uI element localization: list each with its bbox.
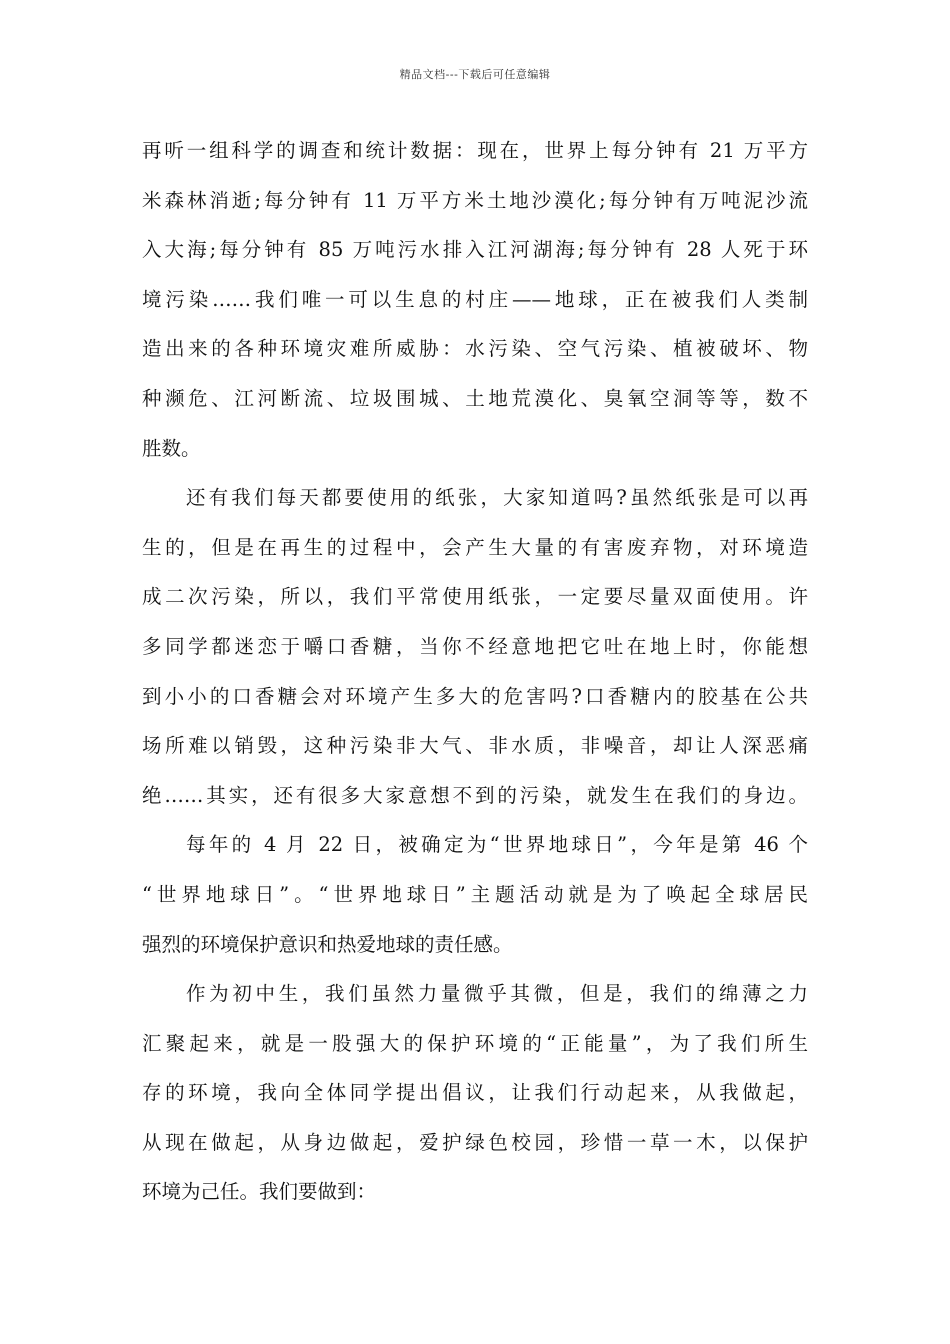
- text-line: 种濒危、江河断流、垃圾围城、土地荒漠化、臭氧空洞等等，数不: [142, 386, 808, 410]
- text-line: 成二次污染，所以，我们平常使用纸张，一定要尽量双面使用。许: [142, 585, 808, 609]
- text-line: 入大海;每分钟有 85 万吨污水排入江河湖海;每分钟有 28 人死于环: [142, 238, 808, 262]
- text-line: 生的，但是在再生的过程中，会产生大量的有害废弃物，对环境造: [142, 535, 808, 559]
- document-body: [142, 126, 808, 1217]
- text-line: 造出来的各种环境灾难所威胁：水污染、空气污染、植被破坏、物: [142, 337, 808, 361]
- text-line: 绝……其实，还有很多大家意想不到的污染，就发生在我们的身边。: [142, 783, 808, 807]
- text-line: 胜数。: [142, 436, 201, 460]
- text-line: 强烈的环境保护意识和热爱地球的责任感。: [142, 932, 513, 956]
- text-line: 多同学都迷恋于嚼口香糖，当你不经意地把它吐在地上时，你能想: [142, 634, 808, 658]
- text-line: 米森林消逝;每分钟有 11 万平方米土地沙漠化;每分钟有万吨泥沙流: [142, 188, 808, 212]
- text-line: 汇聚起来，就是一股强大的保护环境的“正能量”，为了我们所生: [142, 1031, 808, 1055]
- text-line: 境污染……我们唯一可以生息的村庄——地球，正在被我们人类制: [142, 287, 808, 311]
- text-line: 场所难以销毁，这种污染非大气、非水质，非噪音，却让人深恶痛: [142, 734, 808, 758]
- text-line: 到小小的口香糖会对环境产生多大的危害吗?口香糖内的胶基在公共: [142, 684, 808, 708]
- text-line: 作为初中生，我们虽然力量微乎其微，但是，我们的绵薄之力: [186, 982, 808, 1006]
- text-line: 存的环境，我向全体同学提出倡议，让我们行动起来，从我做起，: [142, 1081, 808, 1105]
- text-line: 环境为己任。我们要做到：: [142, 1180, 377, 1204]
- text-line: 从现在做起，从身边做起，爱护绿色校园，珍惜一草一木，以保护: [142, 1130, 808, 1154]
- paragraph-paper-and-gum: [142, 473, 808, 820]
- paragraph-proposal: [142, 969, 808, 1217]
- text-line: “世界地球日”。“世界地球日”主题活动就是为了唤起全球居民: [142, 882, 808, 906]
- paragraph-earth-day: [142, 820, 808, 969]
- page-header: 精品文档---下载后可任意编辑: [399, 68, 551, 81]
- paragraph-survey-data: [142, 126, 808, 473]
- text-line: 再听一组科学的调查和统计数据：现在，世界上每分钟有 21 万平方: [142, 139, 808, 162]
- text-line: 每年的 4 月 22 日，被确定为“世界地球日”，今年是第 46 个: [186, 833, 808, 857]
- text-line: 还有我们每天都要使用的纸张，大家知道吗?虽然纸张是可以再: [186, 486, 808, 510]
